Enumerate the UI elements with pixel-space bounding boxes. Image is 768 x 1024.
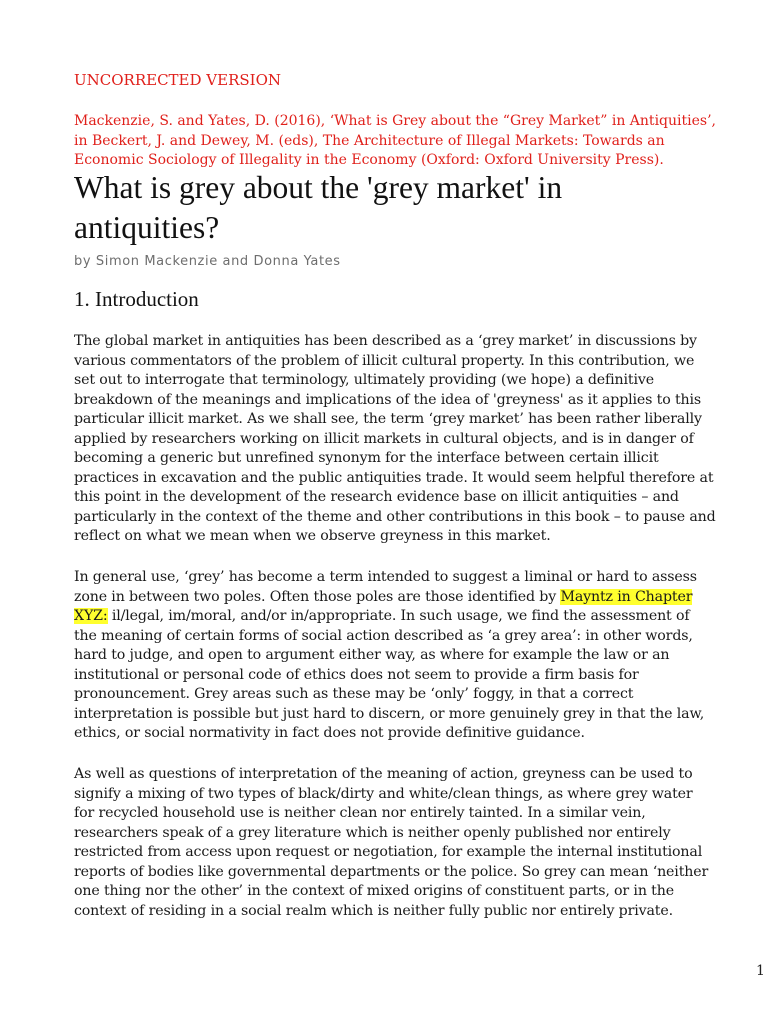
text-line: particular illicit market. As we shall see, the term ‘grey market’ has been rather liberally <box>74 411 702 427</box>
text-line: pronouncement. Grey areas such as these may be ‘only’ foggy, in that a correct <box>74 686 634 702</box>
text-line: applied by researchers working on illicit markets in cultural objects, and is in danger of <box>74 430 694 447</box>
paragraph-2 <box>74 568 704 744</box>
text-line: reflect on what we mean when we observe greyness in this market. <box>74 528 551 544</box>
text-line: set out to interrogate that terminology, ultimately providing (we hope) a definitive <box>74 372 654 388</box>
text-line: one thing nor the other’ in the context of mixed origins of constituent parts, or in the <box>74 883 674 899</box>
text-line: for recycled household use is neither clean nor entirely tainted. In a similar vein, <box>74 805 646 821</box>
title-line: What is grey about the 'grey market' in <box>74 170 563 205</box>
text-line <box>74 607 704 627</box>
text-line <box>74 588 704 608</box>
text-segment: zone in between two poles. Often those poles are those identified by <box>74 588 561 605</box>
text-line: interpretation is possible but just hard to discern, or more genuinely grey in that the law, <box>74 705 705 722</box>
page-number: 1 <box>756 963 765 979</box>
paragraph-3 <box>74 765 709 921</box>
text-line: various commentators of the problem of illicit cultural property. In this contribution, we <box>74 352 695 369</box>
citation-block <box>74 112 716 171</box>
section-heading: 1. Introduction <box>74 287 199 311</box>
author-byline: by Simon Mackenzie and Donna Yates <box>74 254 341 269</box>
text-line: In general use, ‘grey’ has become a term intended to suggest a liminal or hard to assess <box>74 569 697 585</box>
text-line: the meaning of certain forms of social action described as ‘a grey area’: in other words, <box>74 627 693 644</box>
text-line: reports of bodies like governmental departments or the police. So grey can mean ‘neither <box>74 863 709 880</box>
text-line: ethics, or social normativity in fact does not provide definitive guidance. <box>74 725 585 741</box>
citation-line: in Beckert, J. and Dewey, M. (eds), The Architecture of Illegal Markets: Towards an <box>74 132 665 149</box>
text-line: institutional or personal code of ethics does not seem to provide a firm basis for <box>74 666 639 683</box>
citation-line: Mackenzie, S. and Yates, D. (2016), ‘What is Grey about the “Grey Market” in Antiquities’, <box>74 113 716 129</box>
paragraph-1 <box>74 332 716 547</box>
text-line: hard to judge, and open to argument either way, as where for example the law or an <box>74 647 670 663</box>
text-line: signify a mixing of two types of black/dirty and white/clean things, as where grey water <box>74 785 693 802</box>
text-line: this point in the development of the research evidence base on illicit antiquities – and <box>74 489 679 505</box>
text-segment: il/legal, im/moral, and/or in/appropriate. In such usage, we find the assessment of <box>107 608 690 624</box>
text-line: restricted from access upon request or negotiation, for example the internal institutional <box>74 844 703 860</box>
text-line: researchers speak of a grey literature which is neither openly published nor entirely <box>74 824 671 841</box>
article-title <box>74 168 700 248</box>
text-line: As well as questions of interpretation of the meaning of action, greyness can be used to <box>74 766 693 782</box>
text-line: breakdown of the meanings and implications of the idea of 'greyness' as it applies to this <box>74 391 702 408</box>
uncorrected-version-label: UNCORRECTED VERSION <box>74 71 282 89</box>
text-line: becoming a generic but unrefined synonym for the interface between certain illicit <box>74 450 659 466</box>
citation-line: Economic Sociology of Illegality in the Economy (Oxford: Oxford University Press). <box>74 152 664 168</box>
title-line: antiquities? <box>74 210 220 245</box>
highlighted-reference: XYZ: <box>74 608 108 624</box>
text-line: The global market in antiquities has been described as a ‘grey market’ in discussions by <box>74 333 697 349</box>
text-line: practices in excavation and the public antiquities trade. It would seem helpful therefore at <box>74 469 714 486</box>
highlighted-reference: Mayntz in Chapter <box>560 588 693 605</box>
text-line: context of residing in a social realm which is neither fully public nor entirely private. <box>74 902 673 919</box>
text-line: particularly in the context of the theme and other contributions in this book – to pause and <box>74 508 716 525</box>
